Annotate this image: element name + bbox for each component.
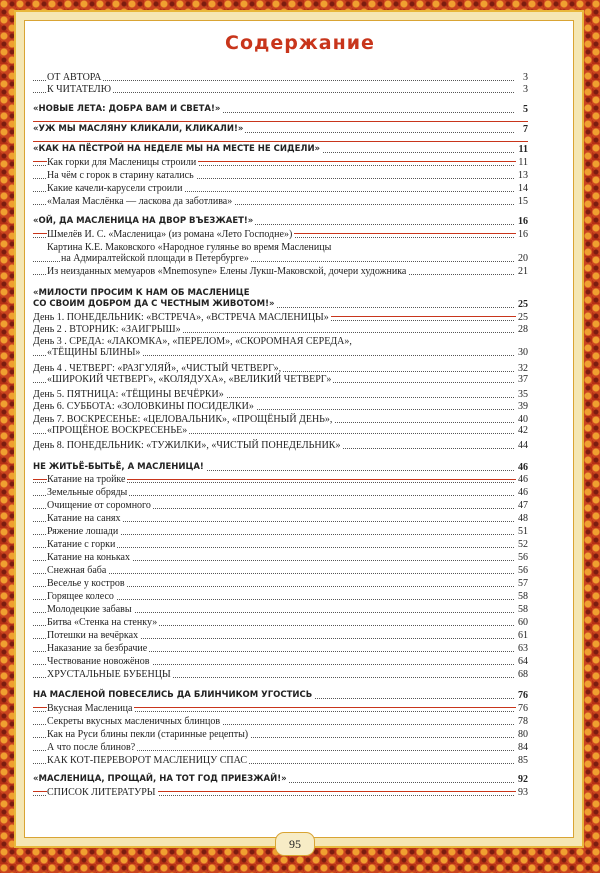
toc-entry-title: «МИЛОСТИ ПРОСИМ К НАМ ОБ МАСЛЕНИЦЕ xyxy=(33,288,250,298)
toc-page-number: 46 xyxy=(518,462,528,473)
toc-entry xyxy=(33,552,528,563)
toc-page-number: 37 xyxy=(518,374,528,385)
toc-entry-title: Катание на санях xyxy=(47,513,121,524)
toc-entry xyxy=(33,229,528,240)
toc-page-number: 15 xyxy=(518,196,528,207)
toc-entry-title: «ПРОЩЁНОЕ ВОСКРЕСЕНЬЕ» xyxy=(47,425,188,436)
toc-entry-title: День 7. ВОСКРЕСЕНЬЕ: «ЦЕЛОВАЛЬНИК», «ПРОЩЁНЫЙ ДЕНЬ», xyxy=(33,414,333,425)
toc-entry xyxy=(33,539,528,550)
toc-page-number: 30 xyxy=(518,347,528,358)
toc-page-number: 35 xyxy=(518,389,528,400)
toc-entry xyxy=(33,617,528,628)
toc-entry-title: Секреты вкусных масленичных блинцов xyxy=(47,716,221,727)
toc-page-number: 64 xyxy=(518,656,528,667)
toc-entry-title: Чествование новожёнов xyxy=(47,656,150,667)
toc-entry-title: «ОЙ, ДА МАСЛЕНИЦА НА ДВОР ВЪЕЗЖАЕТ!» xyxy=(33,216,254,226)
toc-entry xyxy=(33,526,528,537)
toc-page-number: 47 xyxy=(518,500,528,511)
toc-entry-title: «КАК НА ПЁСТРОЙ НА НЕДЕЛЕ МЫ НА МЕСТЕ НЕ СИДЕЛИ» xyxy=(33,144,321,154)
toc-page-number: 85 xyxy=(518,755,528,766)
toc-page-number: 78 xyxy=(518,716,528,727)
toc-entry-title: На чём с горок в старину катались xyxy=(47,170,194,181)
toc-entry xyxy=(33,266,528,277)
toc-entry-title: «МАСЛЕНИЦА, ПРОЩАЙ, НА ТОТ ГОД ПРИЕЗЖАЙ!» xyxy=(33,774,287,784)
toc-page-number: 20 xyxy=(518,253,528,264)
toc-entry xyxy=(33,500,528,511)
toc-entry-title: Картина К.Е. Маковского «Народное гулянье во время Масленицы xyxy=(47,242,332,253)
toc-entry xyxy=(33,84,528,95)
toc-entry xyxy=(33,414,528,436)
toc-entry xyxy=(33,669,528,680)
toc-section xyxy=(33,774,528,785)
toc-section xyxy=(33,216,528,227)
toc-page-number: 25 xyxy=(518,299,528,310)
toc-entry xyxy=(33,72,528,83)
toc-entry-title: НА МАСЛЕНОЙ ПОВЕСЕЛИСЬ ДА БЛИНЧИКОМ УГОСТИСЬ xyxy=(33,690,313,700)
toc-page-number: 58 xyxy=(518,591,528,602)
toc-page-number: 52 xyxy=(518,539,528,550)
toc-entry-title: Какие качели-карусели строили xyxy=(47,183,183,194)
toc-page-number: 28 xyxy=(518,324,528,335)
toc-page-number: 14 xyxy=(518,183,528,194)
toc-page-number: 63 xyxy=(518,643,528,654)
toc-entry xyxy=(33,183,528,194)
toc-page-number: 32 xyxy=(518,363,528,374)
toc-section xyxy=(33,690,528,701)
page-number: 95 xyxy=(289,836,301,851)
toc-page-number: 21 xyxy=(518,266,528,277)
toc-page-number: 93 xyxy=(518,787,528,798)
toc-page-number: 11 xyxy=(518,157,528,168)
toc-entry xyxy=(33,242,528,264)
toc-entry-title: «ТЁЩИНЫ БЛИНЫ» xyxy=(47,347,141,358)
toc-entry-title: День 4 . ЧЕТВЕРГ: «РАЗГУЛЯЙ», «ЧИСТЫЙ ЧЕТВЕРГ», xyxy=(33,363,282,374)
toc-page-number: 13 xyxy=(518,170,528,181)
toc-entry-title: ОТ АВТОРА xyxy=(47,72,102,83)
toc-entry-title: Очищение от соромного xyxy=(47,500,151,511)
toc-entry-title: Шмелёв И. С. «Масленица» (из романа «Лето Господне») xyxy=(47,229,293,240)
toc-entry xyxy=(33,755,528,766)
toc-page-number: 56 xyxy=(518,565,528,576)
toc-page-number: 25 xyxy=(518,312,528,323)
toc-entry xyxy=(33,401,528,412)
toc-section xyxy=(33,288,528,310)
toc-page-number: 7 xyxy=(523,124,528,135)
toc-entry-title: День 2 . ВТОРНИК: «ЗАИГРЫШ» xyxy=(33,324,181,335)
page-number-badge xyxy=(275,832,315,856)
toc-entry-title: Веселье у костров xyxy=(47,578,125,589)
toc-page-number: 92 xyxy=(518,774,528,785)
toc-entry-title: День 8. ПОНЕДЕЛЬНИК: «ТУЖИЛКИ», «ЧИСТЫЙ ПОНЕДЕЛЬНИК» xyxy=(33,440,341,451)
toc-entry-title: День 1. ПОНЕДЕЛЬНИК: «ВСТРЕЧА», «ВСТРЕЧА МАСЛЕНИЦЫ» xyxy=(33,312,329,323)
toc-entry xyxy=(33,716,528,727)
toc-entry xyxy=(33,604,528,615)
toc-page-number: 51 xyxy=(518,526,528,537)
toc-page-number: 11 xyxy=(518,144,528,155)
toc-entry xyxy=(33,591,528,602)
toc-entry-title: День 5. ПЯТНИЦА: «ТЁЩИНЫ ВЕЧЁРКИ» xyxy=(33,389,224,400)
toc-entry xyxy=(33,565,528,576)
toc-page-number: 48 xyxy=(518,513,528,524)
toc-entry-title: День 3 . СРЕДА: «ЛАКОМКА», «ПЕРЕЛОМ», «СКОРОМНАЯ СЕРЕДА», xyxy=(33,336,352,347)
toc-entry xyxy=(33,729,528,740)
toc-entry-title: «УЖ МЫ МАСЛЯНУ КЛИКАЛИ, КЛИКАЛИ!» xyxy=(33,124,244,134)
toc-page-number: 46 xyxy=(518,487,528,498)
toc-entry-title: Битва «Стенка на стенку» xyxy=(47,617,158,628)
toc-entry-title: Вкусная Масленица xyxy=(47,703,133,714)
toc-page-number: 57 xyxy=(518,578,528,589)
toc-section xyxy=(33,462,528,473)
toc-entry-title: Катание с горки xyxy=(47,539,116,550)
toc-entry-title: «ШИРОКИЙ ЧЕТВЕРГ», «КОЛЯДУХА», «ВЕЛИКИЙ ЧЕТВЕРГ» xyxy=(47,374,332,385)
toc-entry xyxy=(33,170,528,181)
toc-entry-title: НЕ ЖИТЬЁ-БЫТЬЁ, А МАСЛЕНИЦА! xyxy=(33,462,204,472)
toc-page-number: 76 xyxy=(518,703,528,714)
toc-entry-title: Катание на тройке xyxy=(47,474,126,485)
toc-page-number: 68 xyxy=(518,669,528,680)
toc-page-number: 39 xyxy=(518,401,528,412)
toc-entry-title: Ряжение лошади xyxy=(47,526,119,537)
toc-entry xyxy=(33,513,528,524)
toc-entry xyxy=(33,363,528,385)
page-title: Содержание xyxy=(225,32,375,54)
toc-section xyxy=(33,104,528,115)
toc-entry xyxy=(33,157,528,168)
toc-page-number: 42 xyxy=(518,425,528,436)
toc-entry-title: День 6. СУББОТА: «ЗОЛОВКИНЫ ПОСИДЕЛКИ» xyxy=(33,401,254,412)
toc-section xyxy=(33,144,528,155)
toc-entry xyxy=(33,787,528,798)
toc-page-number: 3 xyxy=(523,84,528,95)
section-divider xyxy=(33,121,528,122)
toc-page-number: 5 xyxy=(523,104,528,115)
toc-entry xyxy=(33,389,528,400)
toc-page-number: 40 xyxy=(518,414,528,425)
toc-entry xyxy=(33,487,528,498)
toc-entry-title: Из неизданных мемуаров «Mnemosyne» Елены Лукш-Маковской, дочери художника xyxy=(47,266,407,277)
toc-section xyxy=(33,124,528,135)
toc-page-number: 44 xyxy=(518,440,528,451)
toc-page-number: 80 xyxy=(518,729,528,740)
toc-entry xyxy=(33,440,528,451)
toc-entry-title: Катание на коньках xyxy=(47,552,130,563)
toc-entry-title: ХРУСТАЛЬНЫЕ БУБЕНЦЫ xyxy=(47,669,171,680)
toc-entry-title: КАК КОТ-ПЕРЕВОРОТ МАСЛЕНИЦУ СПАС xyxy=(47,755,248,766)
toc-entry-title: Как горки для Масленицы строили xyxy=(47,157,197,168)
toc-page-number: 46 xyxy=(518,474,528,485)
toc-page-number: 61 xyxy=(518,630,528,641)
section-divider xyxy=(33,141,528,142)
toc-entry-title: К ЧИТАТЕЛЮ xyxy=(47,84,111,95)
toc-page-number: 56 xyxy=(518,552,528,563)
toc-entry xyxy=(33,196,528,207)
toc-entry-title: СПИСОК ЛИТЕРАТУРЫ xyxy=(47,787,156,798)
toc-entry xyxy=(33,324,528,335)
toc-entry-title: на Адмиралтейской площади в Петербурге» xyxy=(61,253,249,264)
toc-entry-title: Потешки на вечёрках xyxy=(47,630,139,641)
toc-entry xyxy=(33,578,528,589)
toc-entry-title: Снежная баба xyxy=(47,565,107,576)
toc-entry xyxy=(33,312,528,323)
toc-page-number: 58 xyxy=(518,604,528,615)
toc-page-number: 76 xyxy=(518,690,528,701)
toc-entry-title: «Малая Маслёнка — ласкова да заботлива» xyxy=(47,196,233,207)
toc-page-number: 84 xyxy=(518,742,528,753)
toc-page-number: 60 xyxy=(518,617,528,628)
toc-entry xyxy=(33,474,528,485)
toc-entry-title: Молодецкие забавы xyxy=(47,604,132,615)
toc-entry-title: Горящее колесо xyxy=(47,591,114,602)
toc-entry xyxy=(33,336,528,358)
toc-page-number: 16 xyxy=(518,229,528,240)
toc-page-number: 16 xyxy=(518,216,528,227)
toc-entry xyxy=(33,630,528,641)
toc-entry-title: «НОВЫЕ ЛЕТА: ДОБРА ВАМ И СВЕТА!» xyxy=(33,104,221,114)
toc-entry-title: Земельные обряды xyxy=(47,487,128,498)
toc-page-number: 3 xyxy=(523,72,528,83)
toc-entry xyxy=(33,703,528,714)
toc-entry xyxy=(33,643,528,654)
toc-entry-title: Как на Руси блины пекли (старинные рецепты) xyxy=(47,729,249,740)
toc-entry-title: А что после блинов? xyxy=(47,742,136,753)
toc-entry-title: СО СВОИМ ДОБРОМ ДА С ЧЕСТНЫМ ЖИВОТОМ!» xyxy=(33,299,275,309)
toc-entry-title: Наказание за безбрачие xyxy=(47,643,148,654)
toc-entry xyxy=(33,656,528,667)
toc-entry xyxy=(33,742,528,753)
